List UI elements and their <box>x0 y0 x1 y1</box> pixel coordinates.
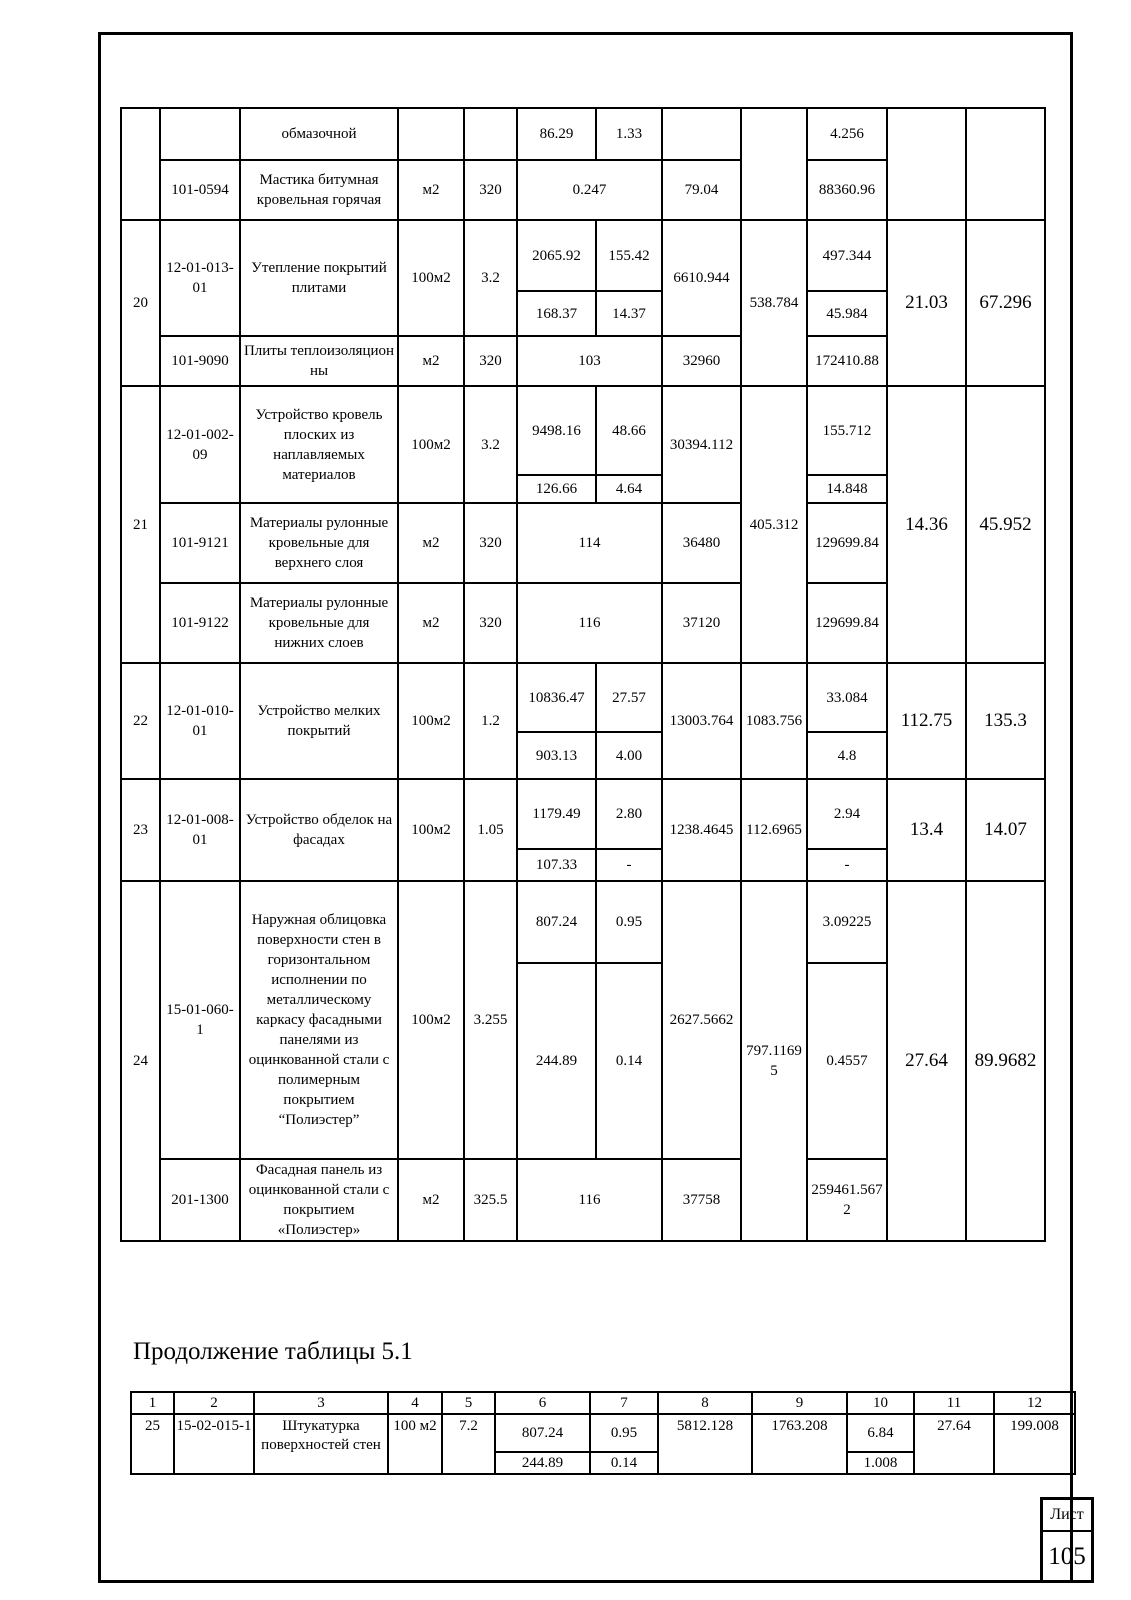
table-row: 23 12-01-008-01 Устройство обделок на фасадах 100м2 1.05 1179.49 2.80 1238.4645 112.6965 2.94 13.4 14.07 <box>121 779 1045 849</box>
table-row: 201-1300 Фасадная панель из оцинкованной стали с покрытием «Полиэстер» м2 325.5 116 37758 259461.5672 <box>121 1159 1045 1241</box>
column-header: 12 <box>994 1392 1075 1414</box>
table-row: 101-9122 Материалы рулонные кровельные для нижних слоев м2 320 116 37120 129699.84 <box>121 583 1045 663</box>
column-header: 1 <box>131 1392 174 1414</box>
work-name: обмазочной <box>240 108 398 160</box>
column-header: 10 <box>847 1392 914 1414</box>
table-row: 107.33 - - <box>121 849 1045 881</box>
table-row: 22 12-01-010-01 Устройство мелких покрытий 100м2 1.2 10836.47 27.57 13003.764 1083.756 33.084 112.75 135.3 <box>121 663 1045 732</box>
table-row: 126.66 4.64 14.848 <box>121 475 1045 503</box>
table-row: 903.13 4.00 4.8 <box>121 732 1045 779</box>
column-header: 3 <box>254 1392 388 1414</box>
table-row: 25 15-02-015-1 Штукатурка поверхностей стен 100 м2 7.2 807.24 0.95 5812.128 1763.208 6.84 27.64 199.008 <box>131 1414 1075 1452</box>
table-row: 20 12-01-013-01 Утепление покрытий плитами 100м2 3.2 2065.92 155.42 6610.944 538.784 497.344 21.03 67.296 <box>121 220 1045 291</box>
sheet-number-box <box>1040 1497 1094 1583</box>
column-header: 4 <box>388 1392 442 1414</box>
table-row: обмазочной 86.29 1.33 4.256 <box>121 108 1045 160</box>
table-row: 168.37 14.37 45.984 <box>121 291 1045 336</box>
table-row: 101-9121 Материалы рулонные кровельные для верхнего слоя м2 320 114 36480 129699.84 <box>121 503 1045 583</box>
header-row <box>131 1392 1075 1414</box>
table-row: 24 15-01-060-1 Наружная облицовка поверхности стен в горизонтальном исполнении по металлическому каркасу фасадными панелями из оцинкованной стали с полимерным покрытием “Полиэстер” 100м2 3.255 807.24 0.95 2627.5662 797.11695 3.09225 27.64 89.9682 <box>121 881 1045 963</box>
table-row: 101-0594 Мастика битумная кровельная горячая м2 320 0.247 79.04 88360.96 <box>121 160 1045 220</box>
sheet-number: 105 <box>1048 1543 1086 1570</box>
column-header: 9 <box>752 1392 847 1414</box>
table-row: 101-9090 Плиты теплоизоляционны м2 320 103 32960 172410.88 <box>121 336 1045 386</box>
column-header: 6 <box>495 1392 590 1414</box>
column-header: 2 <box>174 1392 254 1414</box>
estimate-table-continued <box>130 1391 1076 1475</box>
column-header: 11 <box>914 1392 994 1414</box>
table-row: 244.89 0.14 1.008 <box>131 1452 1075 1474</box>
estimate-table <box>120 107 1046 1242</box>
column-header: 7 <box>590 1392 658 1414</box>
table-row: 21 12-01-002-09 Устройство кровель плоских из наплавляемых материалов 100м2 3.2 9498.16 48.66 30394.112 405.312 155.712 14.36 45.952 <box>121 386 1045 475</box>
sheet-label: Лист <box>1043 1500 1091 1532</box>
column-header: 8 <box>658 1392 752 1414</box>
table-row: 244.89 0.14 0.4557 <box>121 963 1045 1159</box>
column-header: 5 <box>442 1392 495 1414</box>
table-caption: Продолжение таблицы 5.1 <box>133 1338 413 1365</box>
